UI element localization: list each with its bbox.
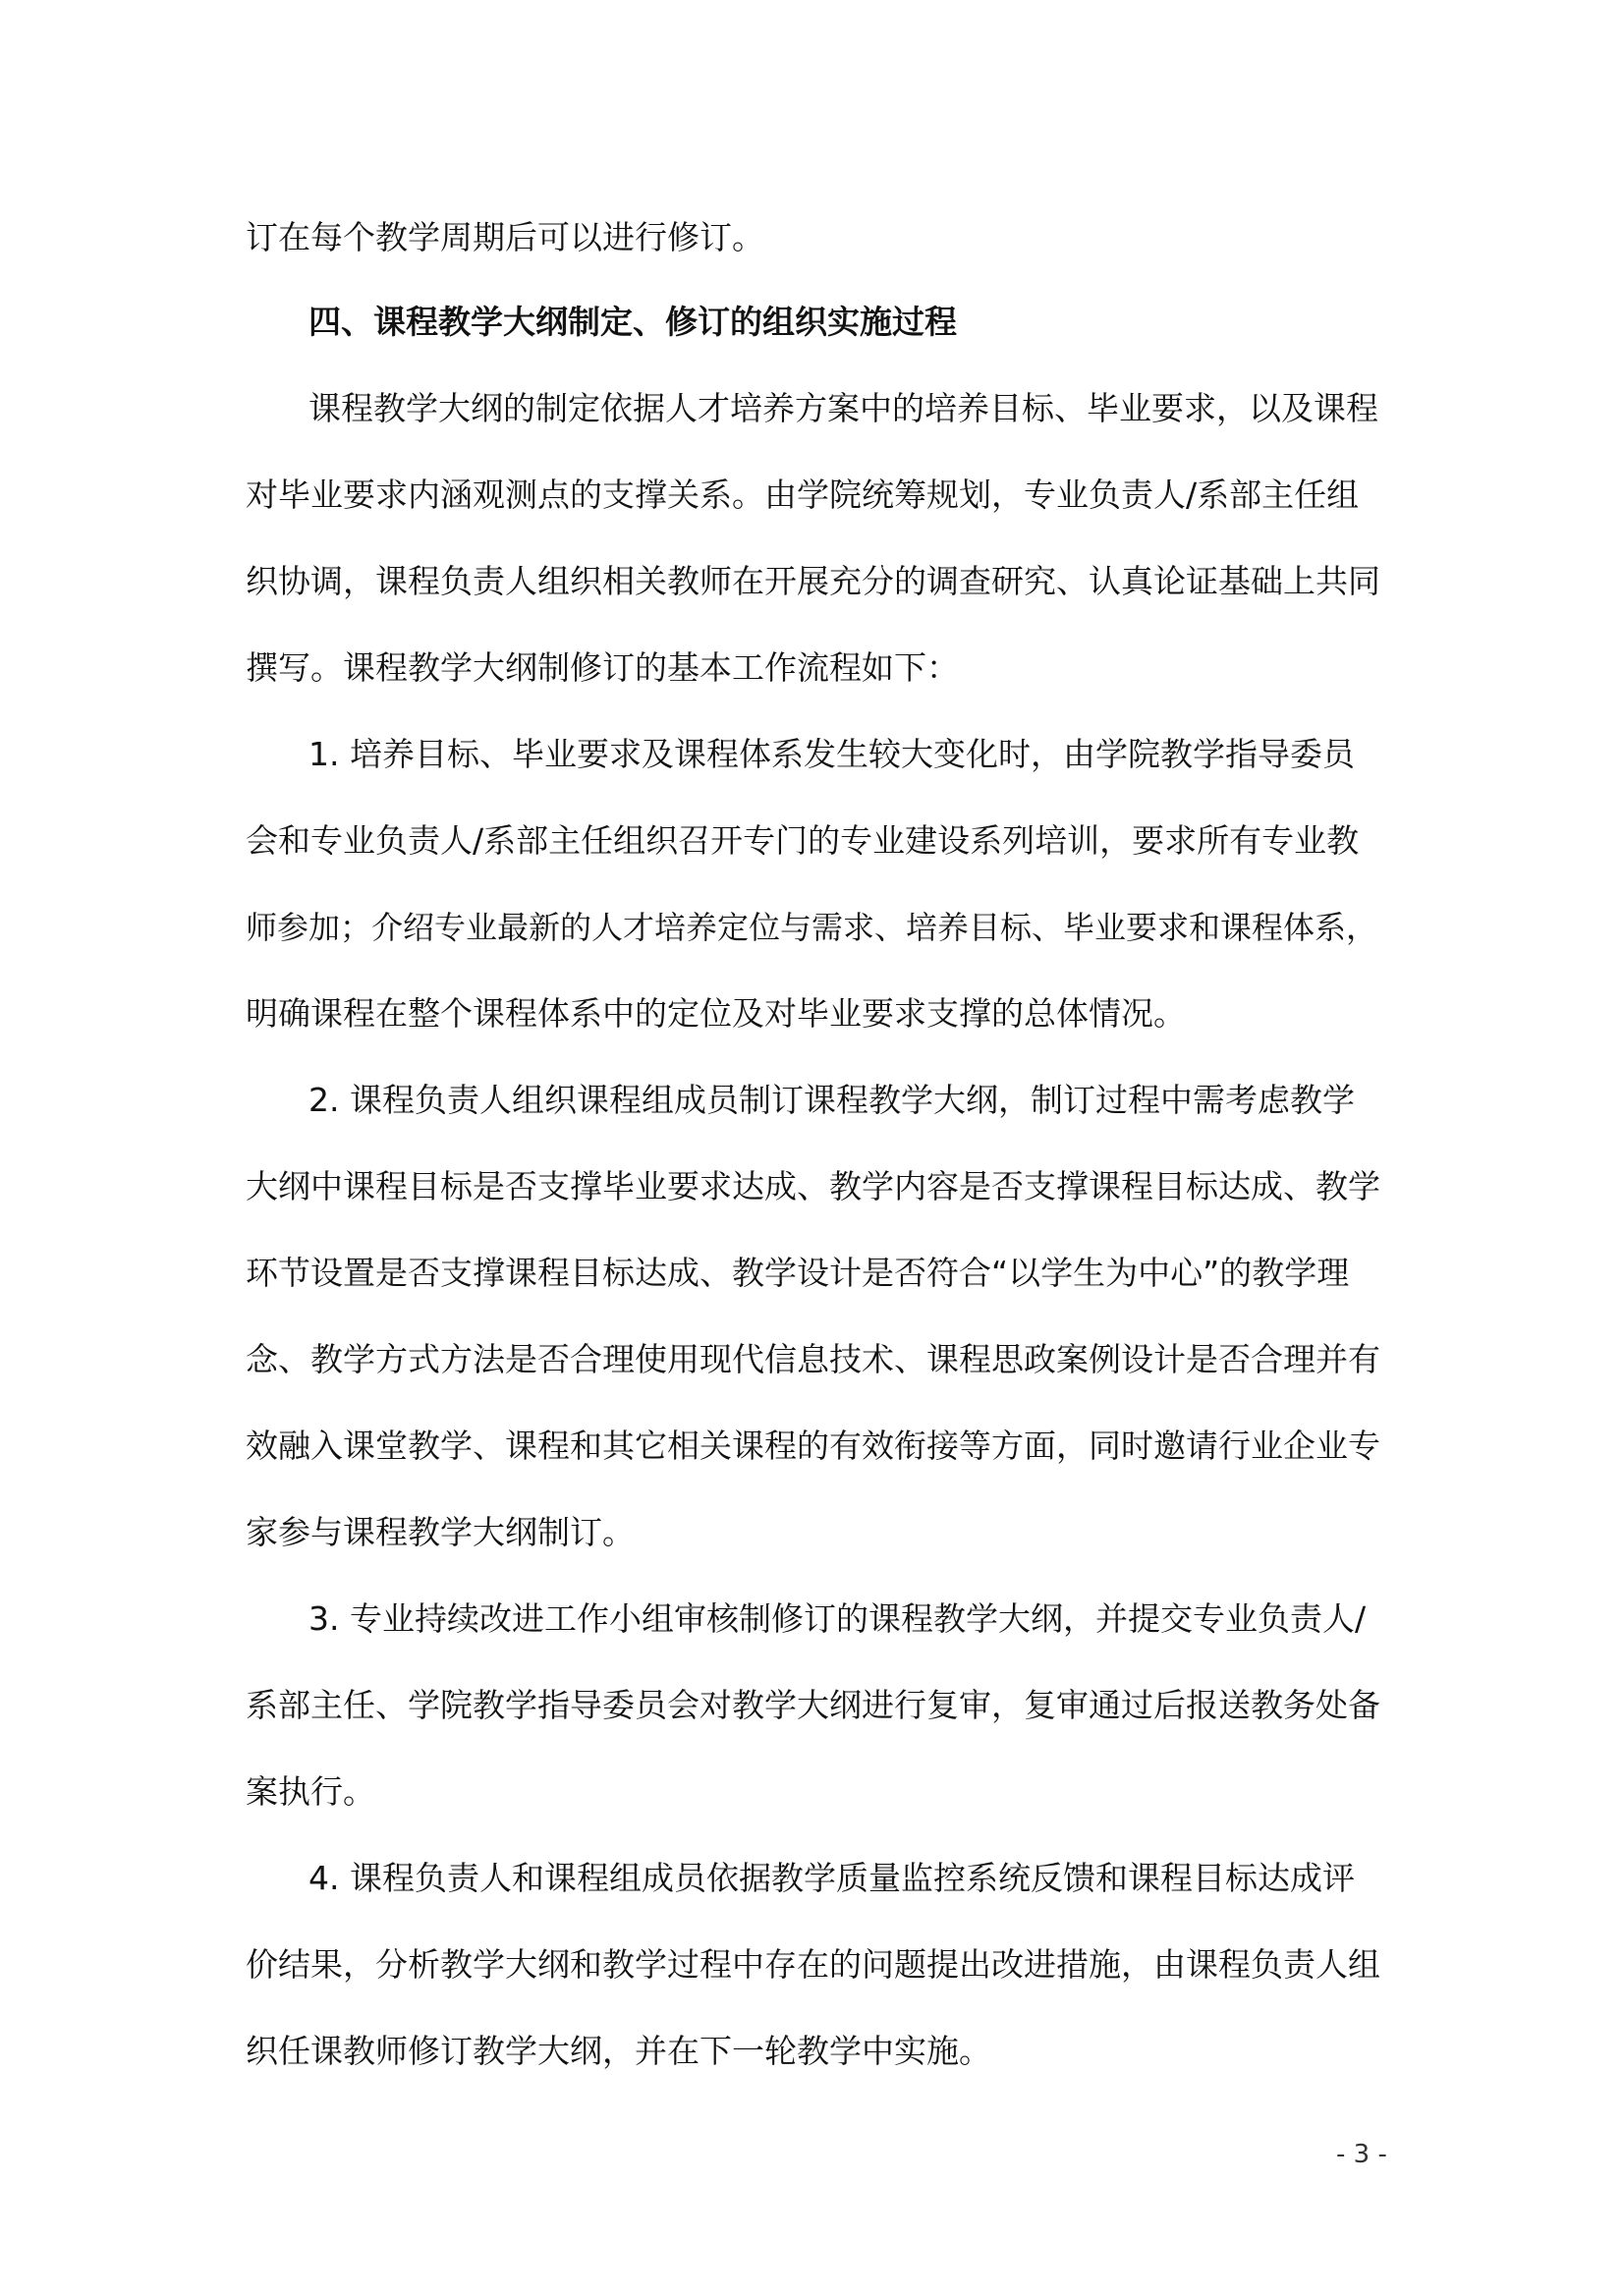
paragraph-line: 撰写。课程教学大纲制修订的基本工作流程如下： — [246, 648, 959, 687]
paragraph-line: 念、教学方式方法是否合理使用现代信息技术、课程思政案例设计是否合理并有 — [246, 1340, 1380, 1378]
paragraph-line: 效融入课堂教学、课程和其它相关课程的有效衔接等方面，同时邀请行业企业专 — [246, 1427, 1380, 1465]
paragraph-line: 织任课教师修订教学大纲，并在下一轮教学中实施。 — [246, 2032, 991, 2070]
paragraph-line: 环节设置是否支撑课程目标达成、教学设计是否符合“以学生为中心”的教学理 — [246, 1254, 1350, 1292]
paragraph-line: 大纲中课程目标是否支撑毕业要求达成、教学内容是否支撑课程目标达成、教学 — [246, 1167, 1380, 1205]
paragraph-line: 家参与课程教学大纲制订。 — [246, 1513, 635, 1551]
list-item-line: 3. 专业持续改进工作小组审核制修订的课程教学大纲，并提交专业负责人/ — [308, 1599, 1367, 1638]
list-item-line: 2. 课程负责人组织课程组成员制订课程教学大纲，制订过程中需考虑教学 — [308, 1081, 1355, 1119]
section-heading: 四、课程教学大纲制定、修订的组织实施过程 — [308, 303, 957, 341]
paragraph-line: 课程教学大纲的制定依据人才培养方案中的培养目标、毕业要求，以及课程 — [308, 389, 1378, 427]
paragraph-line: 对毕业要求内涵观测点的支撑关系。由学院统筹规划，专业负责人/系部主任组 — [246, 476, 1360, 514]
paragraph-line: 师参加；介绍专业最新的人才培养定位与需求、培养目标、毕业要求和课程体系， — [246, 909, 1378, 946]
list-item-line: 4. 课程负责人和课程组成员依据教学质量监控系统反馈和课程目标达成评 — [308, 1859, 1355, 1897]
paragraph-line: 价结果，分析教学大纲和教学过程中存在的问题提出改进措施，由课程负责人组 — [246, 1945, 1380, 1984]
paragraph-line: 订在每个教学周期后可以进行修订。 — [246, 218, 764, 256]
paragraph-line: 系部主任、学院教学指导委员会对教学大纲进行复审，复审通过后报送教务处备 — [246, 1686, 1380, 1724]
paragraph-line: 织协调，课程负责人组织相关教师在开展充分的调查研究、认真论证基础上共同 — [246, 562, 1380, 600]
paragraph-line: 案执行。 — [246, 1772, 375, 1811]
list-item-line: 1. 培养目标、毕业要求及课程体系发生较大变化时，由学院教学指导委员 — [308, 735, 1355, 773]
paragraph-line: 明确课程在整个课程体系中的定位及对毕业要求支撑的总体情况。 — [246, 994, 1186, 1033]
paragraph-line: 会和专业负责人/系部主任组织召开专门的专业建设系列培训，要求所有专业教 — [246, 821, 1360, 860]
page-number: - 3 - — [1336, 2140, 1387, 2169]
